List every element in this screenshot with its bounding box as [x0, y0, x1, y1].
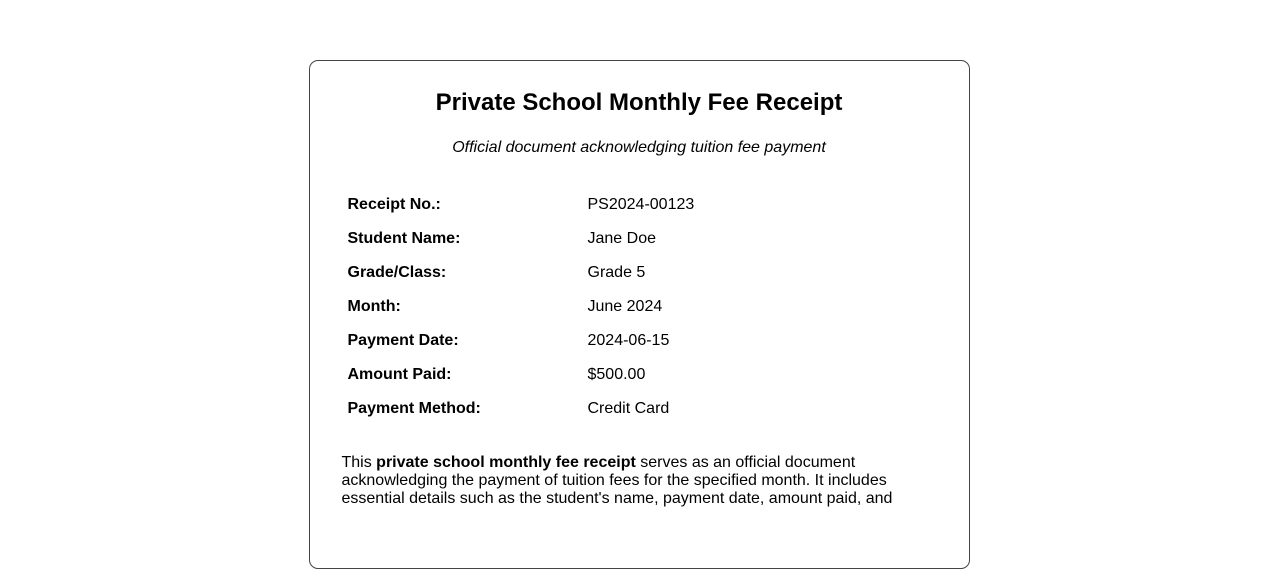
document-subtitle: Official document acknowledging tuition fee payment: [452, 138, 826, 156]
field-value: Credit Card: [587, 399, 670, 417]
description-lead: This: [341, 453, 377, 471]
field-value: $500.00: [587, 365, 646, 383]
page-title: Private School Monthly Fee Receipt: [435, 89, 843, 116]
field-row-receipt-no: [342, 195, 937, 214]
receipt-card: [309, 60, 970, 569]
field-value: Jane Doe: [587, 229, 656, 247]
field-value: 2024-06-15: [587, 331, 670, 349]
receipt-description: [342, 454, 937, 508]
field-row-grade-class: [342, 263, 937, 282]
field-label: Amount Paid:: [347, 365, 452, 383]
field-row-student-name: [342, 229, 937, 248]
field-label: Payment Method:: [347, 399, 481, 417]
field-row-amount-paid: [342, 365, 937, 384]
field-label: Grade/Class:: [347, 263, 447, 281]
description-bold-phrase: private school monthly fee receipt: [376, 453, 636, 471]
field-value: June 2024: [587, 297, 663, 315]
field-label: Receipt No.:: [347, 195, 441, 213]
description-rest: serves as an official document acknowledging the payment of tuition fees for the specified month. It includes essential details such as the student's name, payment date, amount paid, and: [341, 453, 893, 507]
field-row-payment-method: [342, 399, 937, 418]
field-row-month: [342, 297, 937, 316]
field-label: Payment Date:: [347, 331, 459, 349]
field-value: Grade 5: [587, 263, 646, 281]
field-value: PS2024-00123: [587, 195, 695, 213]
receipt-fields: [342, 195, 937, 418]
field-row-payment-date: [342, 331, 937, 350]
field-label: Student Name:: [347, 229, 461, 247]
field-label: Month:: [347, 297, 401, 315]
